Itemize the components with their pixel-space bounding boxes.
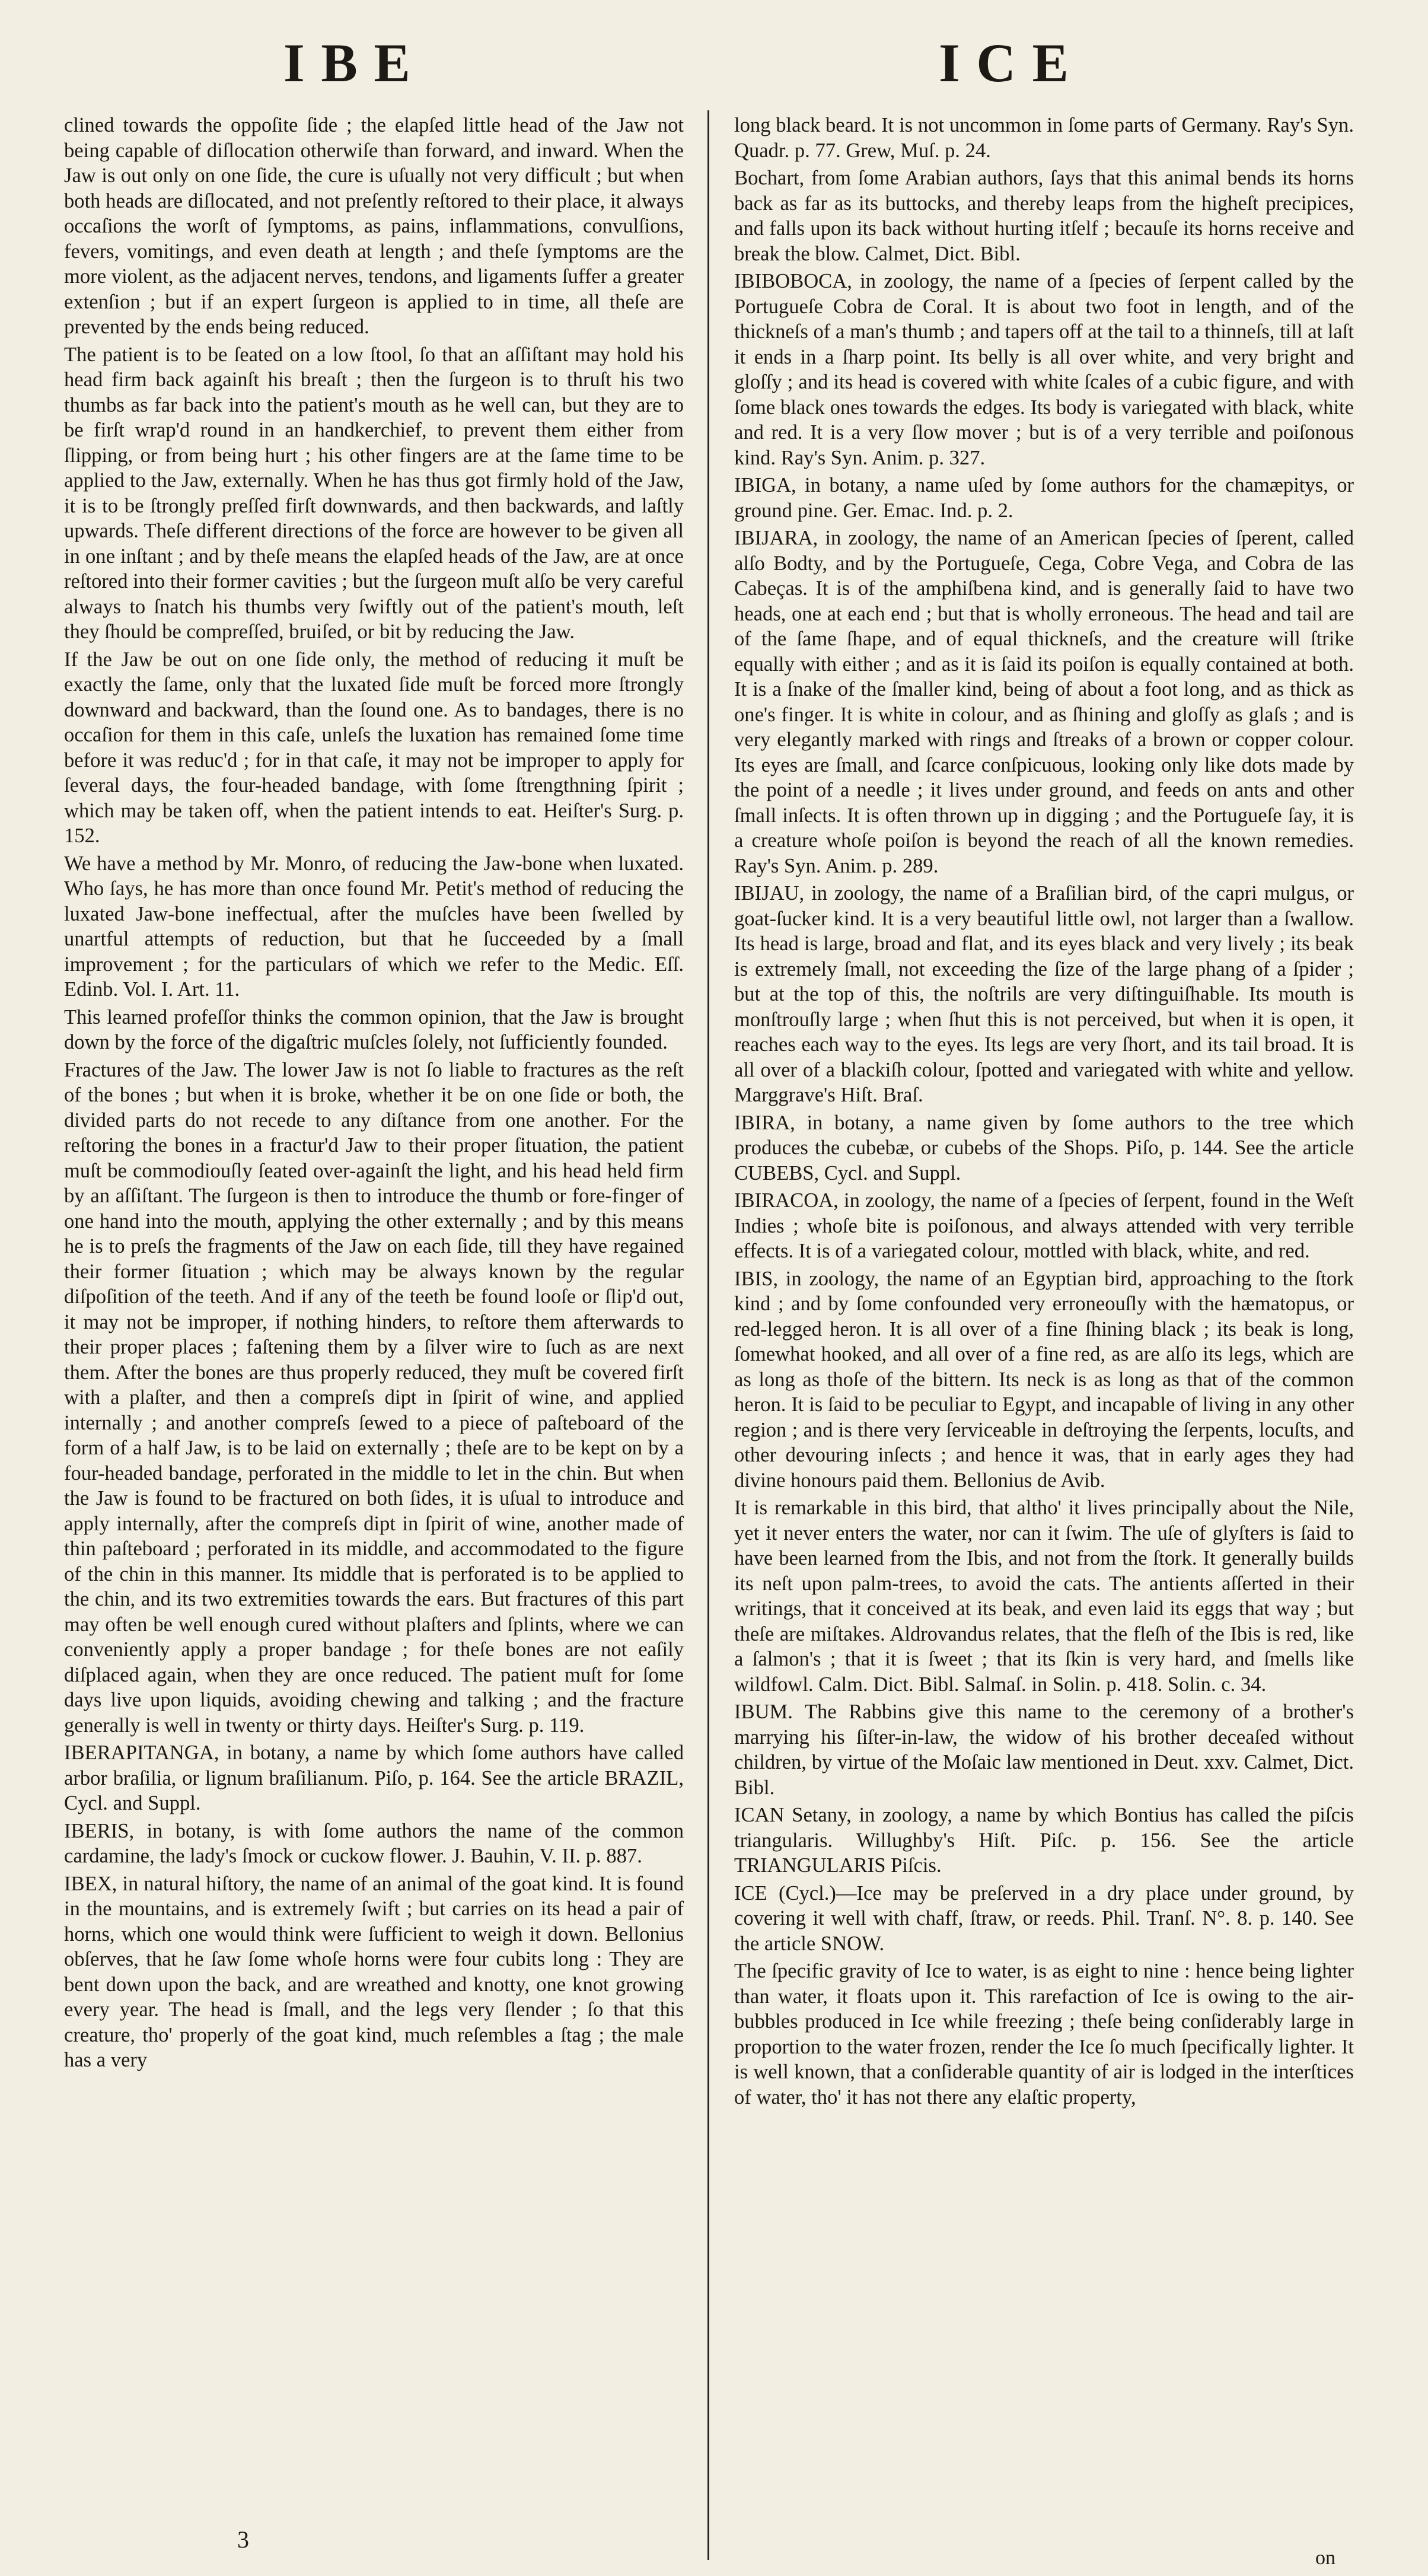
paragraph: This learned profeſſor thinks the common opinion, that the Jaw is brought down by the force of the digaſtric muſcles ſolely, not ſufficiently founded. [64, 1005, 684, 1053]
column-divider [707, 110, 709, 2560]
entry-ice: ICE (Cycl.)—Ice may be preſerved in a dry place under ground, by covering it well with chaff, ſtraw, or reeds. Phil. Tranſ. N°. 8. p. 140. See the article SNOW. [734, 1881, 1354, 1955]
paragraph: long black beard. It is not uncommon in ſome parts of Germany. Ray's Syn. Quadr. p. 77. Grew, Muſ. p. 24. [734, 114, 1354, 162]
page-number: 3 [237, 2526, 249, 2553]
entry-iberapitanga: IBERAPITANGA, in botany, a name by which ſome authors have called arbor braſilia, or lignum braſilianum. Piſo, p. 164. See the article BRAZIL, Cycl. and Suppl. [64, 1741, 684, 1814]
catchword: on [1315, 2547, 1335, 2569]
paragraph: Fractures of the Jaw. The lower Jaw is not ſo liable to fractures as the reſt of the bones ; but when it is broke, whether it be on one ſide or both, the divided parts do not recede to any diſtance from one another. For the reſtoring the bones in a fractur'd Jaw to their proper ſituation, the patient muſt be commodiouſly ſeated over-againſt the light, and his head held firm by an aſſiſtant. The ſurgeon is then to introduce the thumb or fore-finger of one hand into the mouth, applying the other externally ; and by this means he is to preſs the fragments of the Jaw on each ſide, till they have regained their former ſituation ; which may be always known by the regular diſpoſition of the teeth. And if any of the teeth be found looſe or ſlip'd out, it may not be improper, if nothing hinders, to reſtore them afterwards to their proper places ; faſtening them by a ſilver wire to ſuch as are next them. After the bones are thus properly reduced, they muſt be covered firſt with a plaſter, and then a compreſs dipt in ſpirit of wine, and applied internally ; and another compreſs ſewed to a piece of paſteboard of the form of a half Jaw, is to be laid on externally ; theſe are to be kept on by a four-headed bandage, perforated in the middle to let in the chin. But when the Jaw is found to be fractured on both ſides, it is uſual to introduce and apply internally, after the compreſs dipt in ſpirit of wine, another made of thin paſteboard ; perforated in its middle, and accommodated to the figure of the chin in this manner. Its middle that is perforated is to be applied to the chin, and its two extremities towards the ears. But fractures of this part may often be well enough cured without plaſters and ſplints, where we can conveniently apply a proper bandage ; for theſe bones are not eaſily diſplaced again, when they are once reduced. The patient muſt for ſome days live upon liquids, avoiding chewing and talking ; and the fracture generally is well in twenty or thirty days. Heiſter's Surg. p. 119. [64, 1058, 684, 1737]
entry-ibex: IBEX, in natural hiſtory, the name of an animal of the goat kind. It is found in the mountains, and is extremely ſwift ; but carries on its head a pair of horns, which one would think were ſufficient to weigh it down. Bellonius obſerves, that he ſaw ſome whoſe horns were four cubits long : They are bent down upon the back, and are wreathed and knotty, one knot growing every year. The head is ſmall, and the legs very ſlender ; ſo that this creature, tho' properly of the goat kind, much reſembles a ſtag ; the male has a very [64, 1872, 684, 2071]
paragraph: The ſpecific gravity of Ice to water, is as eight to nine : hence being lighter than water, it floats upon it. This rarefaction of Ice is owing to the air-bubbles produced in Ice while freezing ; theſe being conſiderably large in proportion to the water frozen, render the Ice ſo much ſpecifically lighter. It is well known, that a conſiderable quantity of air is lodged in the interſtices of water, tho' it has not there any elaſtic property, [734, 1960, 1354, 2109]
paragraph: We have a method by Mr. Monro, of reducing the Jaw-bone when luxated. Who ſays, he has more than once found Mr. Petit's method of reducing the luxated Jaw-bone ineffectual, after the muſcles have been ſwelled by unartful attempts of reduction, but that he ſucceeded by a ſmall improvement ; for the particulars of which we refer to the Medic. Eſſ. Edinb. Vol. I. Art. 11. [64, 852, 684, 1001]
entry-ibiracoa: IBIRACOA, in zoology, the name of a ſpecies of ſerpent, found in the Weſt Indies ; whoſe bite is poiſonous, and always attended with very terrible effects. It is of a variegated colour, mottled with black, white, and red. [734, 1189, 1354, 1262]
entry-ibis: IBIS, in zoology, the name of an Egyptian bird, approaching to the ſtork kind ; and by ſome confounded very erroneouſly with the hæmatopus, or red-legged heron. It is all over of a fine ſhining black ; its beak is long, ſomewhat hooked, and all over of a fine red, as are alſo its legs, which are as long as thoſe of the bittern. Its neck is as long as that of the common heron. It is ſaid to be peculiar to Egypt, and incapable of living in any other region ; and is there very ſerviceable in deſtroying the ſerpents, locuſts, and other devouring inſects ; and hence it was, that in early ages they had divine honours paid them. Bellonius de Avib. [734, 1267, 1354, 1492]
running-head-left: IBE [283, 33, 427, 93]
running-head-right: ICE [939, 33, 1085, 93]
entry-ibiga: IBIGA, in botany, a name uſed by ſome authors for the chamæpitys, or ground pine. Ger. Emac. Ind. p. 2. [734, 474, 1354, 522]
entry-iberis: IBERIS, in botany, is with ſome authors the name of the common cardamine, the lady's ſmock or cuckow flower. J. Bauhin, V. II. p. 887. [64, 1819, 684, 1867]
paragraph: It is remarkable in this bird, that altho' it lives principally about the Nile, yet it never enters the water, nor can it ſwim. The uſe of glyſters is ſaid to have been learned from the Ibis, and not from the ſtork. It generally builds its neſt upon palm-trees, to avoid the cats. The antients aſſerted in their writings, that it conceived at its beak, and even laid its eggs that way ; but theſe are miſtakes. Aldrovandus relates, that the fleſh of the Ibis is red, like a ſalmon's ; that it is ſweet ; that its ſkin is very hard, and ſmells like wildfowl. Calm. Dict. Bibl. Salmaſ. in Solin. p. 418. Solin. c. 34. [734, 1496, 1354, 1696]
right-column [734, 113, 1354, 2548]
paragraph: The patient is to be ſeated on a low ſtool, ſo that an aſſiſtant may hold his head firm back againſt his breaſt ; then the ſurgeon is to thruſt his two thumbs as far back into the patient's mouth as he well can, but they are to be firſt wrap'd round in an handkerchief, to prevent them either from ſlipping, or from being hurt ; his other fingers are at the ſame time to be applied to the Jaw, externally. When he has thus got firmly hold of the Jaw, it is to be ſtrongly preſſed firſt downwards, and then backwards, and laſtly upwards. Theſe different directions of the force are however to be given all in one inſtant ; and by theſe means the elapſed heads of the Jaw, are at once reſtored into their former cavities ; but the ſurgeon muſt alſo be very careful always to ſnatch his thumbs very ſwiftly out of the patient's mouth, leſt they ſhould be compreſſed, bruiſed, or bit by reducing the Jaw. [64, 343, 684, 643]
entry-ibijau: IBIJAU, in zoology, the name of a Braſilian bird, of the capri mulgus, or goat-ſucker kind. It is a very beautiful little owl, not larger than a ſwallow. Its head is large, broad and flat, and its eyes black and very lively ; its beak is extremely ſmall, not exceeding the ſize of the large phang of a ſpider ; but at the top of this, the noſtrils are very diſtinguiſhable. Its mouth is monſtrouſly large ; when ſhut this is not perceived, but when it is open, it reaches each way to the eyes. Its legs are very ſhort, and its tail broad. It is all over of a blackiſh colour, ſpotted and variegated with white and yellow. Marggrave's Hiſt. Braſ. [734, 882, 1354, 1106]
entry-ibijara: IBIJARA, in zoology, the name of an American ſpecies of ſperent, called alſo Bodty, and by the Portugueſe, Cega, Cobre Vega, and Cobra de las Cabeças. It is of the amphiſbena kind, and is generally ſaid to have two heads, one at each end ; but that is wholly erroneous. The head and tail are of the ſame ſhape, and of equal thickneſs, and the creature will ſtrike equally with either ; and as it is ſaid its poiſon is equally contained at both. It is a ſnake of the ſmaller kind, being of about a foot long, and as thick as one's finger. It is white in colour, and as ſhining and gloſſy as glaſs ; and is very elegantly marked with rings and ſtreaks of a brown or copper colour. Its eyes are ſmall, and ſcarce conſpicuous, looking only like dots made by the point of a needle ; it lives under ground, and feeds on ants and other ſmall inſects. It is often thrown up in digging ; and the Portugueſe ſay, it is a creature whoſe poiſon is beyond the reach of all the known remedies. Ray's Syn. Anim. p. 289. [734, 527, 1354, 877]
entry-ibum: IBUM. The Rabbins give this name to the ceremony of a brother's marrying his ſiſter-in-law, the widow of his brother deceaſed without children, by virtue of the Moſaic law mentioned in Deut. xxv. Calmet, Dict. Bibl. [734, 1701, 1354, 1799]
left-column [64, 113, 684, 2548]
paragraph: If the Jaw be out on one ſide only, the method of reducing it muſt be exactly the ſame, only that the luxated ſide muſt be forced more ſtrongly downward and backward, than the ſound one. As to bandages, there is no occaſion for them in this caſe, unleſs the luxation has remained ſome time before it was reduc'd ; for in that caſe, it may not be improper to apply for ſeveral days, the four-headed bandage, with ſome ſtrengthning ſpirit ; which may be taken off, when the patient intends to eat. Heiſter's Surg. p. 152. [64, 648, 684, 847]
entry-ican-setany: ICAN Setany, in zoology, a name by which Bontius has called the piſcis triangularis. Willughby's Hiſt. Piſc. p. 156. See the article TRIANGULARIS Piſcis. [734, 1804, 1354, 1877]
entry-ibiboboca: IBIBOBOCA, in zoology, the name of a ſpecies of ſerpent called by the Portugueſe Cobra de Coral. It is about two foot in length, and of the thickneſs of a man's thumb ; and tapers off at the tail to a thinneſs, till at laſt it ends in a ſharp point. Its belly is all over white, and very bright and gloſſy ; and its head is covered with white ſcales of a cubic figure, and with ſome black ones towards the edges. Its body is variegated with black, white and red. It is a very ſlow mover ; but is of a very terrible and poiſonous kind. Ray's Syn. Anim. p. 327. [734, 270, 1354, 469]
paragraph: Bochart, from ſome Arabian authors, ſays that this animal bends its horns back as far as its buttocks, and thereby leaps from the higheſt precipices, and falls upon its back without hurting itſelf ; becauſe its horns receive and break the blow. Calmet, Dict. Bibl. [734, 167, 1354, 265]
paragraph: clined towards the oppoſite ſide ; the elapſed little head of the Jaw not being capable of diſlocation otherwiſe than forward, and inward. When the Jaw is out only on one ſide, the cure is uſually not very difficult ; but when both heads are diſlocated, and not preſently reſtored to their place, it always occaſions the worſt of ſymptoms, as pains, inflammations, convulſions, fevers, vomitings, and even death at length ; and theſe ſymptoms are the more violent, as the adjacent nerves, tendons, and ligaments ſuffer a greater extenſion ; but if an expert ſurgeon is applied to in time, all theſe are prevented by the ends being reduced. [64, 114, 684, 338]
entry-ibira: IBIRA, in botany, a name given by ſome authors to the tree which produces the cubebæ, or cubebs of the Shops. Piſo, p. 144. See the article CUBEBS, Cycl. and Suppl. [734, 1111, 1354, 1184]
